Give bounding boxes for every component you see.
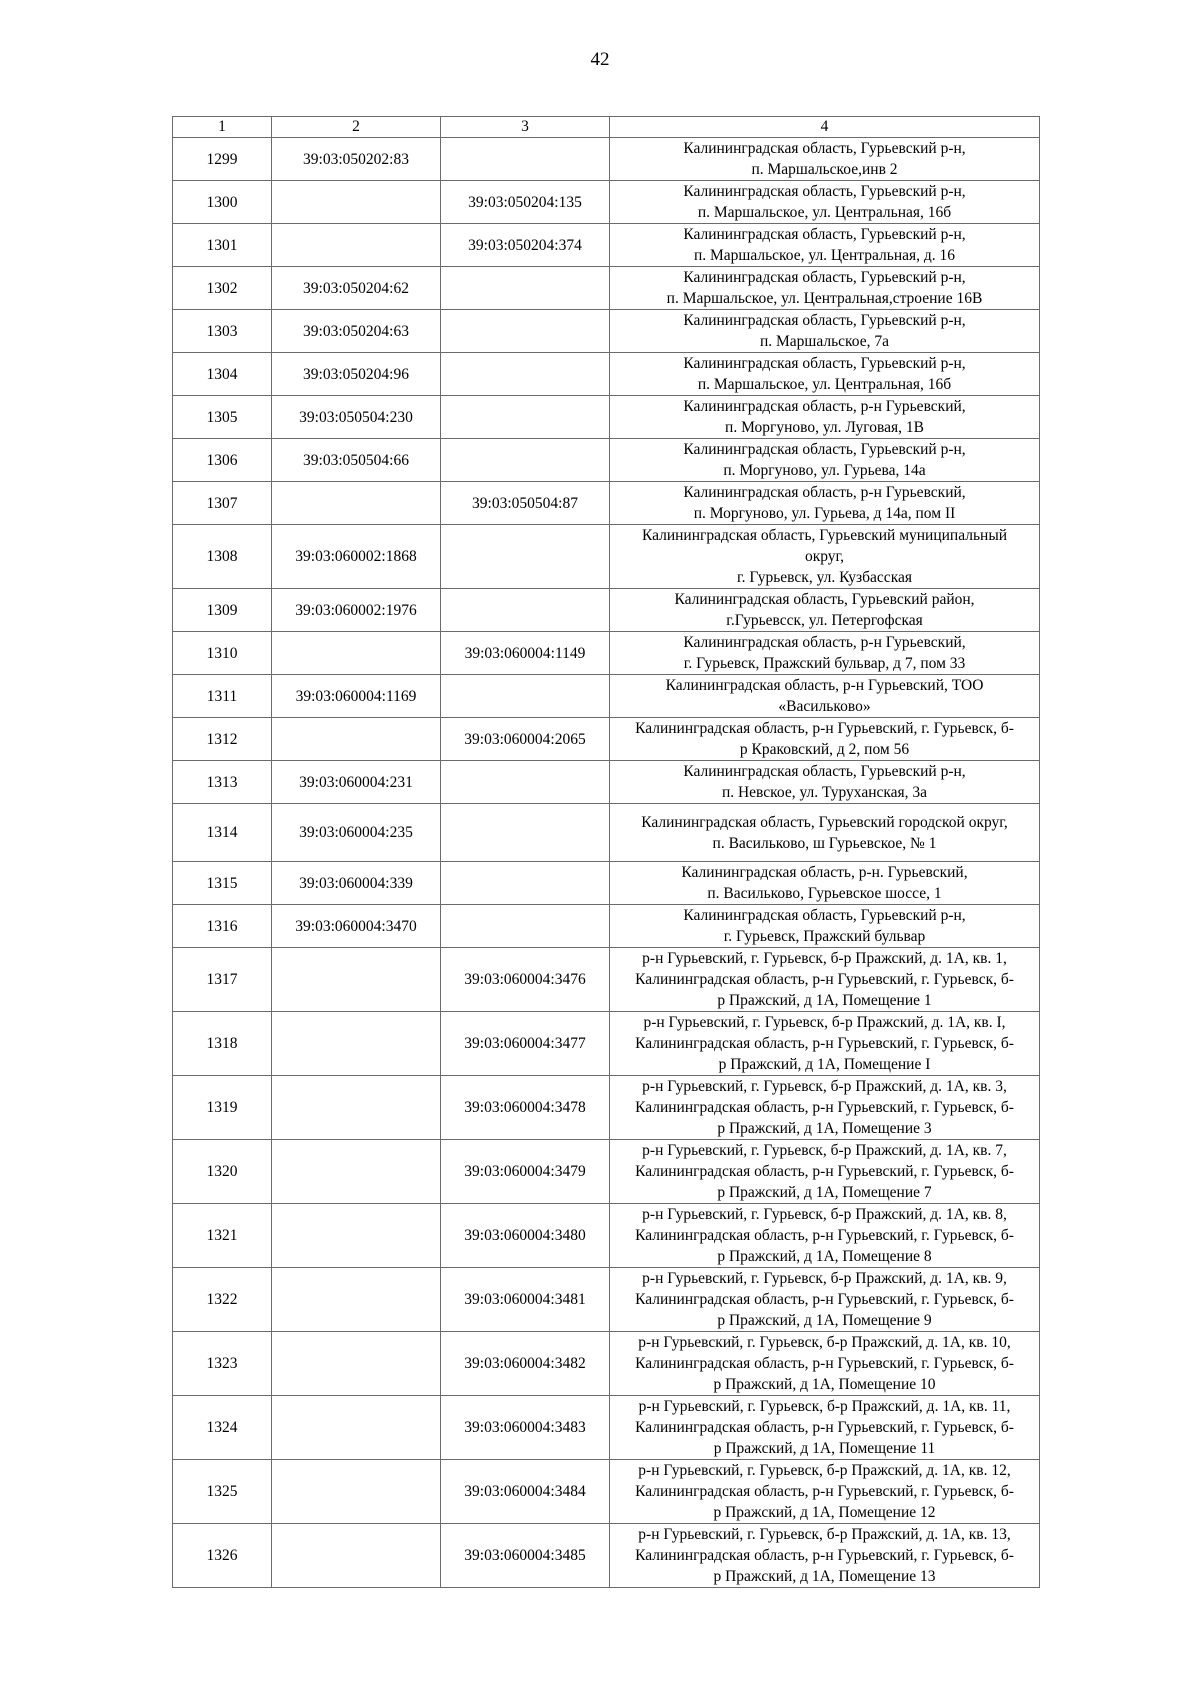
cadastral-number-alt-cell: 39:03:060004:3476 (441, 948, 610, 1012)
address-line: р-н Гурьевский, г. Гурьевск, б-р Пражский, д. 1А, кв. 12, (638, 1462, 1011, 1479)
column-header-1: 1 (173, 117, 272, 138)
address-line: р-н Гурьевский, г. Гурьевск, б-р Пражский, д. 1А, кв. 8, (642, 1206, 1007, 1223)
cadastral-number-alt-cell: 39:03:060004:3480 (441, 1204, 610, 1268)
cadastral-number-alt-cell: 39:03:060004:3483 (441, 1396, 610, 1460)
address-line: р-н Гурьевский, г. Гурьевск, б-р Пражский, д. 1А, кв. 1, (642, 950, 1007, 967)
table-row (173, 1396, 1040, 1460)
table-row (173, 482, 1040, 525)
address-cell (610, 718, 1040, 761)
address-cell (610, 1140, 1040, 1204)
cadastral-number-alt-cell (441, 439, 610, 482)
table-row (173, 138, 1040, 181)
address-cell (610, 948, 1040, 1012)
table-row (173, 632, 1040, 675)
address-line: Калининградская область, Гурьевский р-н, (683, 140, 966, 157)
address-line: р Пражский, д 1А, Помещение 9 (717, 1312, 932, 1329)
cadastral-number-cell (272, 1396, 441, 1460)
address-line: Калининградская область, р-н Гурьевский, (683, 484, 966, 501)
cadastral-number-cell (272, 1268, 441, 1332)
address-line: р-н Гурьевский, г. Гурьевск, б-р Пражский, д. 1А, кв. I, (643, 1014, 1006, 1031)
address-line: р Пражский, д 1А, Помещение I (718, 1056, 931, 1073)
address-line: р-н Гурьевский, г. Гурьевск, б-р Пражский, д. 1А, кв. 7, (642, 1142, 1007, 1159)
address-line: Калининградская область, р-н Гурьевский, г. Гурьевск, б- (635, 1291, 1014, 1308)
row-number-cell: 1300 (173, 181, 272, 224)
address-line: Калининградская область, р-н Гурьевский, г. Гурьевск, б- (635, 1227, 1014, 1244)
row-number-cell: 1325 (173, 1460, 272, 1524)
table-body (173, 117, 1040, 1588)
address-line: р-н Гурьевский, г. Гурьевск, б-р Пражский, д. 1А, кв. 9, (642, 1270, 1007, 1287)
row-number-cell: 1299 (173, 138, 272, 181)
column-header-3: 3 (441, 117, 610, 138)
row-number-cell: 1320 (173, 1140, 272, 1204)
cadastral-number-cell: 39:03:060004:339 (272, 862, 441, 905)
cadastral-number-cell (272, 1076, 441, 1140)
address-line: п. Васильково, Гурьевское шоссе, 1 (707, 885, 942, 902)
address-line: п. Васильково, ш Гурьевское, № 1 (712, 834, 937, 852)
column-header-4: 4 (610, 117, 1040, 138)
table-row (173, 761, 1040, 804)
page-number: 42 (590, 49, 610, 70)
address-line: Калининградская область, р-н Гурьевский, г. Гурьевск, б- (635, 971, 1014, 988)
cadastral-number-cell (272, 1012, 441, 1076)
address-line: г.Гурьевсск, ул. Петергофская (726, 612, 923, 629)
address-line: п. Маршальское, ул. Центральная, 16б (697, 376, 952, 393)
cadastral-number-alt-cell (441, 905, 610, 948)
cadastral-number-alt-cell: 39:03:060004:3482 (441, 1332, 610, 1396)
cadastral-number-alt-cell: 39:03:060004:2065 (441, 718, 610, 761)
cadastral-number-cell: 39:03:050204:62 (272, 267, 441, 310)
table-header-row (173, 117, 1040, 138)
row-number-cell: 1304 (173, 353, 272, 396)
address-cell (610, 181, 1040, 224)
address-line: р Пражский, д 1А, Помещение 7 (717, 1184, 932, 1201)
address-cell (610, 138, 1040, 181)
address-line: р Пражский, д 1А, Помещение 10 (713, 1376, 936, 1393)
address-line: Калининградская область, Гурьевский муниципальный (641, 527, 1008, 544)
address-line: Калининградская область, р-н Гурьевский, (683, 634, 966, 651)
address-line: п. Невское, ул. Туруханская, 3а (721, 784, 928, 801)
address-line: р Пражский, д 1А, Помещение 11 (713, 1440, 936, 1457)
address-cell (610, 1524, 1040, 1588)
address-line: р Пражский, д 1А, Помещение 8 (717, 1248, 932, 1265)
row-number-cell: 1313 (173, 761, 272, 804)
cadastral-number-cell (272, 181, 441, 224)
table-row (173, 905, 1040, 948)
row-number-cell: 1317 (173, 948, 272, 1012)
cadastral-number-alt-cell: 39:03:050504:87 (441, 482, 610, 525)
address-line: Калининградская область, Гурьевский р-н, (683, 763, 966, 780)
cadastral-number-cell (272, 1204, 441, 1268)
cadastral-number-alt-cell (441, 353, 610, 396)
cadastral-number-alt-cell: 39:03:060004:3484 (441, 1460, 610, 1524)
cadastral-number-alt-cell (441, 396, 610, 439)
address-cell (610, 761, 1040, 804)
cadastral-number-cell: 39:03:060002:1868 (272, 525, 441, 589)
address-line: Калининградская область, р-н. Гурьевский, (681, 864, 968, 881)
address-cell (610, 1396, 1040, 1460)
address-line: г. Гурьевск, ул. Кузбасская (737, 569, 912, 586)
row-number-cell: 1305 (173, 396, 272, 439)
address-line: Калининградская область, р-н Гурьевский, г. Гурьевск, б- (635, 1099, 1014, 1116)
address-line: р Краковский, д 2, пом 56 (739, 741, 910, 758)
table-row (173, 948, 1040, 1012)
address-line: п. Моргуново, ул. Луговая, 1В (725, 419, 924, 436)
table-row (173, 310, 1040, 353)
cadastral-number-cell (272, 718, 441, 761)
row-number-cell: 1323 (173, 1332, 272, 1396)
row-number-cell: 1314 (173, 804, 272, 862)
cadastral-number-cell: 39:03:050204:63 (272, 310, 441, 353)
cadastral-number-alt-cell: 39:03:050204:135 (441, 181, 610, 224)
address-line: Калининградская область, Гурьевский р-н, (683, 355, 966, 372)
address-cell (610, 1204, 1040, 1268)
address-line: р-н Гурьевский, г. Гурьевск, б-р Пражский, д. 1А, кв. 3, (642, 1078, 1007, 1095)
table-row (173, 1012, 1040, 1076)
cadastral-number-cell (272, 632, 441, 675)
address-cell (610, 396, 1040, 439)
cadastral-number-alt-cell (441, 862, 610, 905)
cadastral-number-cell: 39:03:050504:66 (272, 439, 441, 482)
address-cell (610, 224, 1040, 267)
table-row (173, 1524, 1040, 1588)
table-row (173, 1204, 1040, 1268)
row-number-cell: 1324 (173, 1396, 272, 1460)
address-line: р Пражский, д 1А, Помещение 12 (713, 1504, 936, 1521)
address-line: Калининградская область, р-н Гурьевский, г. Гурьевск, б- (635, 1419, 1014, 1436)
address-line: Калининградская область, р-н Гурьевский, г. Гурьевск, б- (635, 1163, 1014, 1180)
address-line: р Пражский, д 1А, Помещение 3 (717, 1120, 932, 1137)
address-cell (610, 1460, 1040, 1524)
cadastral-number-cell: 39:03:050504:230 (272, 396, 441, 439)
address-cell (610, 525, 1040, 589)
row-number-cell: 1301 (173, 224, 272, 267)
table-row (173, 1076, 1040, 1140)
table-row (173, 804, 1040, 862)
column-header-2: 2 (272, 117, 441, 138)
address-cell (610, 1076, 1040, 1140)
address-cell (610, 267, 1040, 310)
cadastral-number-alt-cell (441, 310, 610, 353)
table-row (173, 589, 1040, 632)
address-line: р Пражский, д 1А, Помещение 13 (713, 1568, 936, 1585)
address-line: г. Гурьевск, Пражский бульвар, д 7, пом 33 (683, 655, 966, 672)
address-line: Калининградская область, Гурьевский р-н, (683, 183, 966, 200)
row-number-cell: 1315 (173, 862, 272, 905)
address-cell (610, 1012, 1040, 1076)
row-number-cell: 1318 (173, 1012, 272, 1076)
address-line: р-н Гурьевский, г. Гурьевск, б-р Пражский, д. 1А, кв. 10, (638, 1334, 1011, 1351)
address-line: Калининградская область, р-н Гурьевский, г. Гурьевск, б- (635, 1035, 1014, 1052)
row-number-cell: 1307 (173, 482, 272, 525)
cadastral-number-alt-cell: 39:03:060004:3485 (441, 1524, 610, 1588)
cadastral-number-cell (272, 948, 441, 1012)
cadastral-number-cell: 39:03:060004:1169 (272, 675, 441, 718)
address-line: п. Маршальское,инв 2 (751, 161, 898, 178)
address-cell (610, 804, 1040, 862)
row-number-cell: 1319 (173, 1076, 272, 1140)
address-line: г. Гурьевск, Пражский бульвар (723, 928, 926, 945)
address-cell (610, 353, 1040, 396)
address-cell (610, 439, 1040, 482)
cadastral-number-alt-cell: 39:03:060004:3481 (441, 1268, 610, 1332)
address-cell (610, 862, 1040, 905)
address-line: Калининградская область, р-н Гурьевский, г. Гурьевск, б- (635, 1483, 1014, 1500)
table-row (173, 525, 1040, 589)
address-line: Калининградская область, Гурьевский р-н, (683, 441, 966, 458)
address-line: Калининградская область, р-н Гурьевский, г. Гурьевск, б- (635, 720, 1014, 737)
cadastral-number-alt-cell (441, 804, 610, 862)
table-row (173, 224, 1040, 267)
row-number-cell: 1326 (173, 1524, 272, 1588)
address-line: Калининградская область, Гурьевский городской округ, (641, 813, 1008, 831)
cadastral-number-alt-cell: 39:03:060004:3479 (441, 1140, 610, 1204)
row-number-cell: 1310 (173, 632, 272, 675)
address-cell (610, 589, 1040, 632)
address-cell (610, 310, 1040, 353)
address-line: п. Моргуново, ул. Гурьева, д 14а, пом II (693, 505, 956, 522)
cadastral-number-cell (272, 482, 441, 525)
row-number-cell: 1316 (173, 905, 272, 948)
address-cell (610, 905, 1040, 948)
cadastral-number-cell: 39:03:050204:96 (272, 353, 441, 396)
table-row (173, 181, 1040, 224)
cadastral-number-cell (272, 224, 441, 267)
address-cell (610, 632, 1040, 675)
table-row (173, 1460, 1040, 1524)
cadastral-number-cell: 39:03:060002:1976 (272, 589, 441, 632)
address-line: Калининградская область, р-н Гурьевский, ТОО (665, 677, 984, 694)
cadastral-number-alt-cell (441, 761, 610, 804)
row-number-cell: 1306 (173, 439, 272, 482)
cadastral-number-alt-cell (441, 138, 610, 181)
cadastral-number-alt-cell (441, 525, 610, 589)
address-line: п. Маршальское, ул. Центральная, д. 16 (693, 247, 956, 264)
table-row (173, 675, 1040, 718)
table-row (173, 1332, 1040, 1396)
cadastral-number-alt-cell: 39:03:060004:3477 (441, 1012, 610, 1076)
table-row (173, 267, 1040, 310)
cadastral-number-alt-cell: 39:03:060004:1149 (441, 632, 610, 675)
address-line: р Пражский, д 1А, Помещение 1 (717, 992, 932, 1009)
cadastral-number-alt-cell (441, 675, 610, 718)
cadastral-number-cell: 39:03:050202:83 (272, 138, 441, 181)
row-number-cell: 1312 (173, 718, 272, 761)
cadastral-number-alt-cell: 39:03:050204:374 (441, 224, 610, 267)
cadastral-number-alt-cell (441, 267, 610, 310)
cadastral-number-cell (272, 1332, 441, 1396)
address-line: Калининградская область, Гурьевский р-н, (683, 269, 966, 286)
cadastral-number-cell: 39:03:060004:231 (272, 761, 441, 804)
address-line: п. Маршальское, ул. Центральная, 16б (697, 204, 952, 221)
address-cell (610, 482, 1040, 525)
address-line: Калининградская область, р-н Гурьевский, (683, 398, 966, 415)
row-number-cell: 1321 (173, 1204, 272, 1268)
address-line: р-н Гурьевский, г. Гурьевск, б-р Пражский, д. 1А, кв. 11, (638, 1398, 1011, 1415)
address-cell (610, 1268, 1040, 1332)
address-line: Калининградская область, Гурьевский р-н, (683, 907, 966, 924)
row-number-cell: 1303 (173, 310, 272, 353)
table-row (173, 396, 1040, 439)
registry-table (172, 116, 1040, 1588)
cadastral-number-cell (272, 1460, 441, 1524)
address-line: Калининградская область, Гурьевский район, (674, 591, 975, 608)
row-number-cell: 1311 (173, 675, 272, 718)
table-row (173, 439, 1040, 482)
address-line: Калининградская область, р-н Гурьевский, г. Гурьевск, б- (635, 1355, 1014, 1372)
row-number-cell: 1309 (173, 589, 272, 632)
cadastral-number-alt-cell (441, 589, 610, 632)
address-line: «Васильково» (778, 698, 871, 715)
cadastral-number-alt-cell: 39:03:060004:3478 (441, 1076, 610, 1140)
cadastral-number-cell: 39:03:060004:235 (272, 804, 441, 862)
address-line: п. Моргуново, ул. Гурьева, 14а (723, 462, 926, 479)
address-line: Калининградская область, Гурьевский р-н, (683, 226, 966, 243)
address-line: Калининградская область, р-н Гурьевский, г. Гурьевск, б- (635, 1547, 1014, 1564)
address-line: п. Маршальское, ул. Центральная,строение 16В (666, 290, 983, 307)
row-number-cell: 1302 (173, 267, 272, 310)
address-cell (610, 675, 1040, 718)
row-number-cell: 1322 (173, 1268, 272, 1332)
address-cell (610, 1332, 1040, 1396)
address-line: округ, (804, 548, 845, 565)
table-row (173, 862, 1040, 905)
row-number-cell: 1308 (173, 525, 272, 589)
address-line: п. Маршальское, 7а (759, 333, 890, 350)
table-row (173, 353, 1040, 396)
table-row (173, 718, 1040, 761)
cadastral-number-cell (272, 1524, 441, 1588)
address-line: р-н Гурьевский, г. Гурьевск, б-р Пражский, д. 1А, кв. 13, (638, 1526, 1011, 1543)
table-row (173, 1268, 1040, 1332)
table-row (173, 1140, 1040, 1204)
cadastral-number-cell (272, 1140, 441, 1204)
address-line: Калининградская область, Гурьевский р-н, (683, 312, 966, 329)
cadastral-number-cell: 39:03:060004:3470 (272, 905, 441, 948)
